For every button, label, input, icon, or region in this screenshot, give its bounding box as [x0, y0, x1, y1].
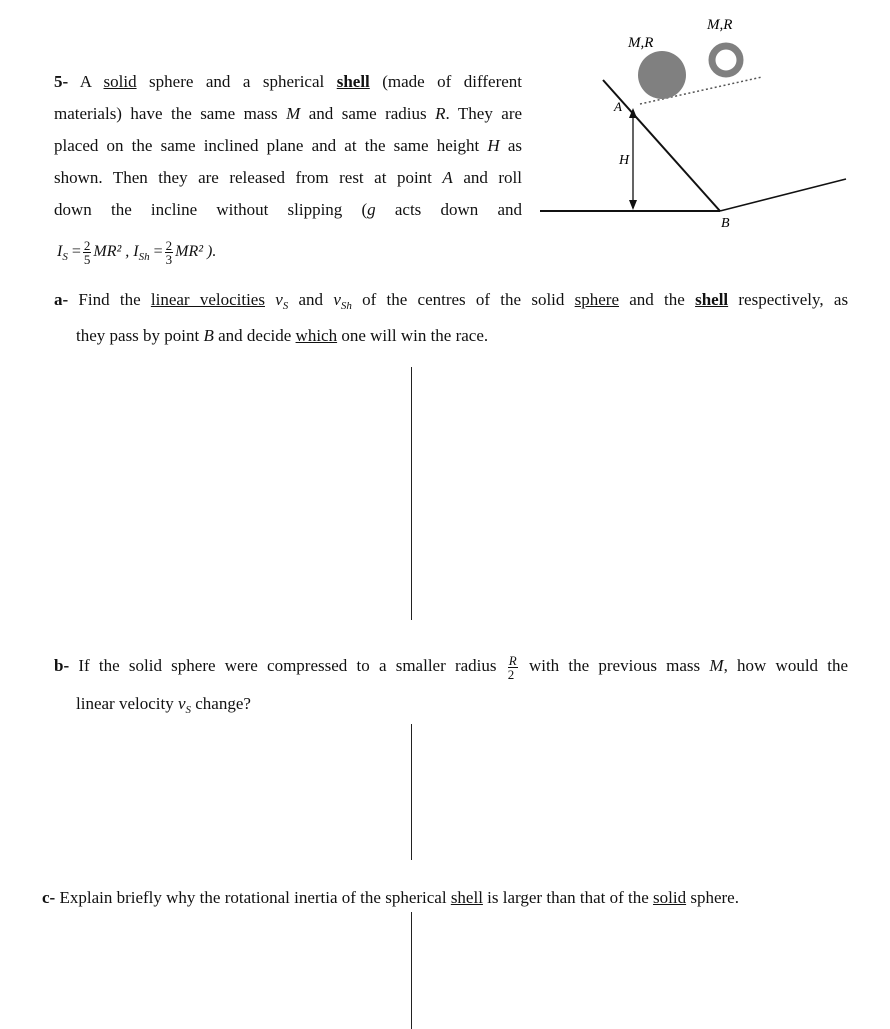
label-mr-shell: M,R	[707, 17, 733, 33]
solid-sphere	[638, 51, 686, 99]
part-a-line-1: a- Find the linear velocities $v_S$ and $v_{Sh}$ of the centres of the solid sphere and the shell respectively, as	[54, 290, 849, 312]
spherical-shell	[712, 46, 740, 74]
part-b-line-1: b- If the solid sphere were compressed to a smaller radius $\frac{R}{2}$ with the previous mass M, how would the	[54, 652, 849, 682]
label-point-a: A	[614, 99, 622, 114]
fraction-2-5: $\frac{2}{5}$	[83, 237, 91, 267]
intro-line-5: down the incline without slipping (g acts down and	[54, 200, 522, 219]
label-mr-solid: M,R	[628, 35, 654, 51]
answer-divider-a	[411, 367, 412, 620]
part-b-question	[54, 648, 848, 728]
part-b-line-2: linear velocity $v_S$ change?	[76, 694, 251, 716]
answer-divider-c	[411, 912, 412, 1029]
intro-line-2: materials) have the same mass M and same radius R. They are	[54, 104, 523, 123]
part-c-question: c- Explain briefly why the rotational inertia of the spherical shell is larger than that of the solid sphere.	[42, 888, 739, 907]
part-a-question	[54, 285, 848, 350]
intro-line-1: 5- A solid sphere and a spherical shell (made of different	[54, 72, 523, 91]
answer-divider-b	[411, 724, 412, 860]
inertia-formulas: $I_S$ = $\frac{2}{5}$ MR² , $I_{Sh}$ = $\frac{2}{3}$ MR² ).	[57, 237, 217, 267]
label-point-b: B	[721, 216, 730, 231]
fraction-r-over-2: $\frac{R}{2}$	[507, 652, 517, 682]
problem-statement	[54, 66, 522, 226]
fraction-2-3: $\frac{2}{3}$	[165, 237, 173, 267]
intro-line-4: shown. Then they are released from rest at point A and roll	[54, 168, 522, 187]
intro-line-3: placed on the same inclined plane and at the same height H as	[54, 136, 523, 155]
part-a-line-2: they pass by point B and decide which one will win the race.	[76, 326, 489, 345]
label-height-h: H	[619, 153, 630, 168]
rising-line	[720, 179, 846, 211]
incline-diagram	[530, 0, 870, 240]
height-arrow-head-down	[629, 200, 637, 210]
